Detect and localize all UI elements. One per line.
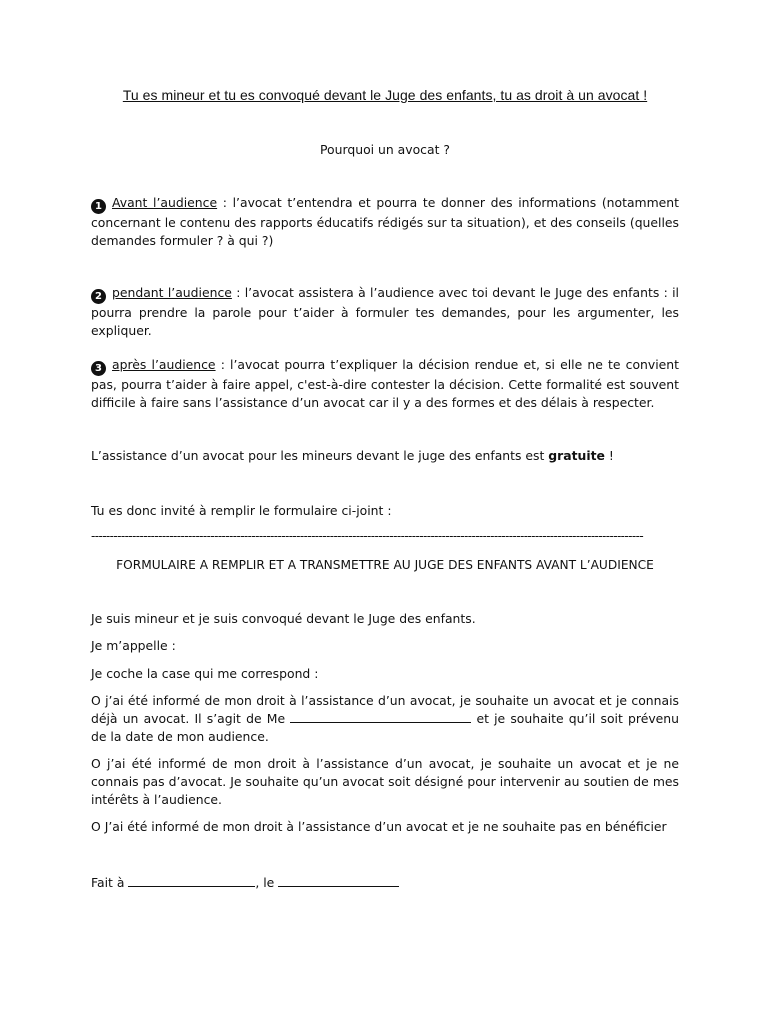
option-text: O j’ai été informé de mon droit à l’assistance d’un avocat, je souhaite un avocat et je connais déjà un avocat. Il s’agit de Me xyxy=(91,693,679,726)
form-option-appointed-lawyer[interactable]: O j’ai été informé de mon droit à l’assistance d’un avocat, je souhaite un avocat et je ne connais pas d’avocat. Je souhaite qu’un avocat soit désigné pour intervenir au soutien de mes intérêts à l’audience. xyxy=(91,756,679,807)
section-heading: après l’audience xyxy=(112,357,216,372)
form-option-known-lawyer[interactable] xyxy=(91,692,679,746)
place-label: Fait à xyxy=(91,875,129,890)
cut-line-separator: ---------------------------------------------------------------------------------------------------------------------------------------------------- xyxy=(91,529,644,543)
subtitle: Pourquoi un avocat ? xyxy=(320,142,450,157)
section-heading: Avant l’audience xyxy=(112,195,218,210)
form-title: FORMULAIRE A REMPLIR ET A TRANSMETTRE AU JUGE DES ENFANTS AVANT L’AUDIENCE xyxy=(116,558,654,572)
number-badge-1: 1 xyxy=(91,199,106,214)
number-badge-2: 2 xyxy=(91,289,106,304)
free-text: L’assistance d’un avocat pour les mineurs devant le juge des enfants est xyxy=(91,448,549,463)
form-option-no-lawyer[interactable]: O J’ai été informé de mon droit à l’assistance d’un avocat et je ne souhaite pas en bénéficier xyxy=(91,819,667,834)
page-title: Tu es mineur et tu es convoqué devant le Juge des enfants, tu as droit à un avocat ! xyxy=(122,87,648,103)
date-blank[interactable] xyxy=(278,874,399,887)
free-assistance-note xyxy=(91,447,679,465)
free-emphasis: gratuite xyxy=(548,448,605,463)
signature-line xyxy=(91,874,679,892)
free-text-end: ! xyxy=(604,448,614,463)
section-text: : l’avocat pourra t’expliquer la décision rendue et, si elle ne te convient pas, pourra t’aider à faire appel, c'est-à-dire contester la décision. Cette formalité est souvent difficile à faire sans l’assistance d’un avocat car il y a des formes et des délais à respecter. xyxy=(91,357,680,410)
invitation-text: Tu es donc invité à remplir le formulaire ci-joint : xyxy=(91,503,392,518)
option-text-end: et je souhaite qu’il soit prévenu de la date de mon audience. xyxy=(91,711,680,744)
section-before-hearing xyxy=(91,194,679,250)
date-label: , le xyxy=(255,875,279,890)
section-text: : l’avocat t’entendra et pourra te donner des informations (notamment concernant le contenu des rapports éducatifs rédigés sur ta situation), et des conseils (quelles demandes formuler ? à qui ?) xyxy=(91,195,680,248)
section-heading: pendant l’audience xyxy=(112,285,232,300)
lawyer-name-blank[interactable] xyxy=(290,710,471,723)
number-badge-3: 3 xyxy=(91,361,106,376)
section-after-hearing xyxy=(91,356,679,412)
form-check-instruction: Je coche la case qui me correspond : xyxy=(91,666,319,681)
section-text: : l’avocat assistera à l’audience avec toi devant le Juge des enfants : il pourra prendre la parole pour t’aider à formuler tes demandes, pour les argumenter, les expliquer. xyxy=(91,285,679,338)
section-during-hearing xyxy=(91,284,679,340)
place-blank[interactable] xyxy=(128,874,255,887)
form-intro: Je suis mineur et je suis convoqué devant le Juge des enfants. xyxy=(91,611,476,626)
form-name-label: Je m’appelle : xyxy=(91,638,176,653)
